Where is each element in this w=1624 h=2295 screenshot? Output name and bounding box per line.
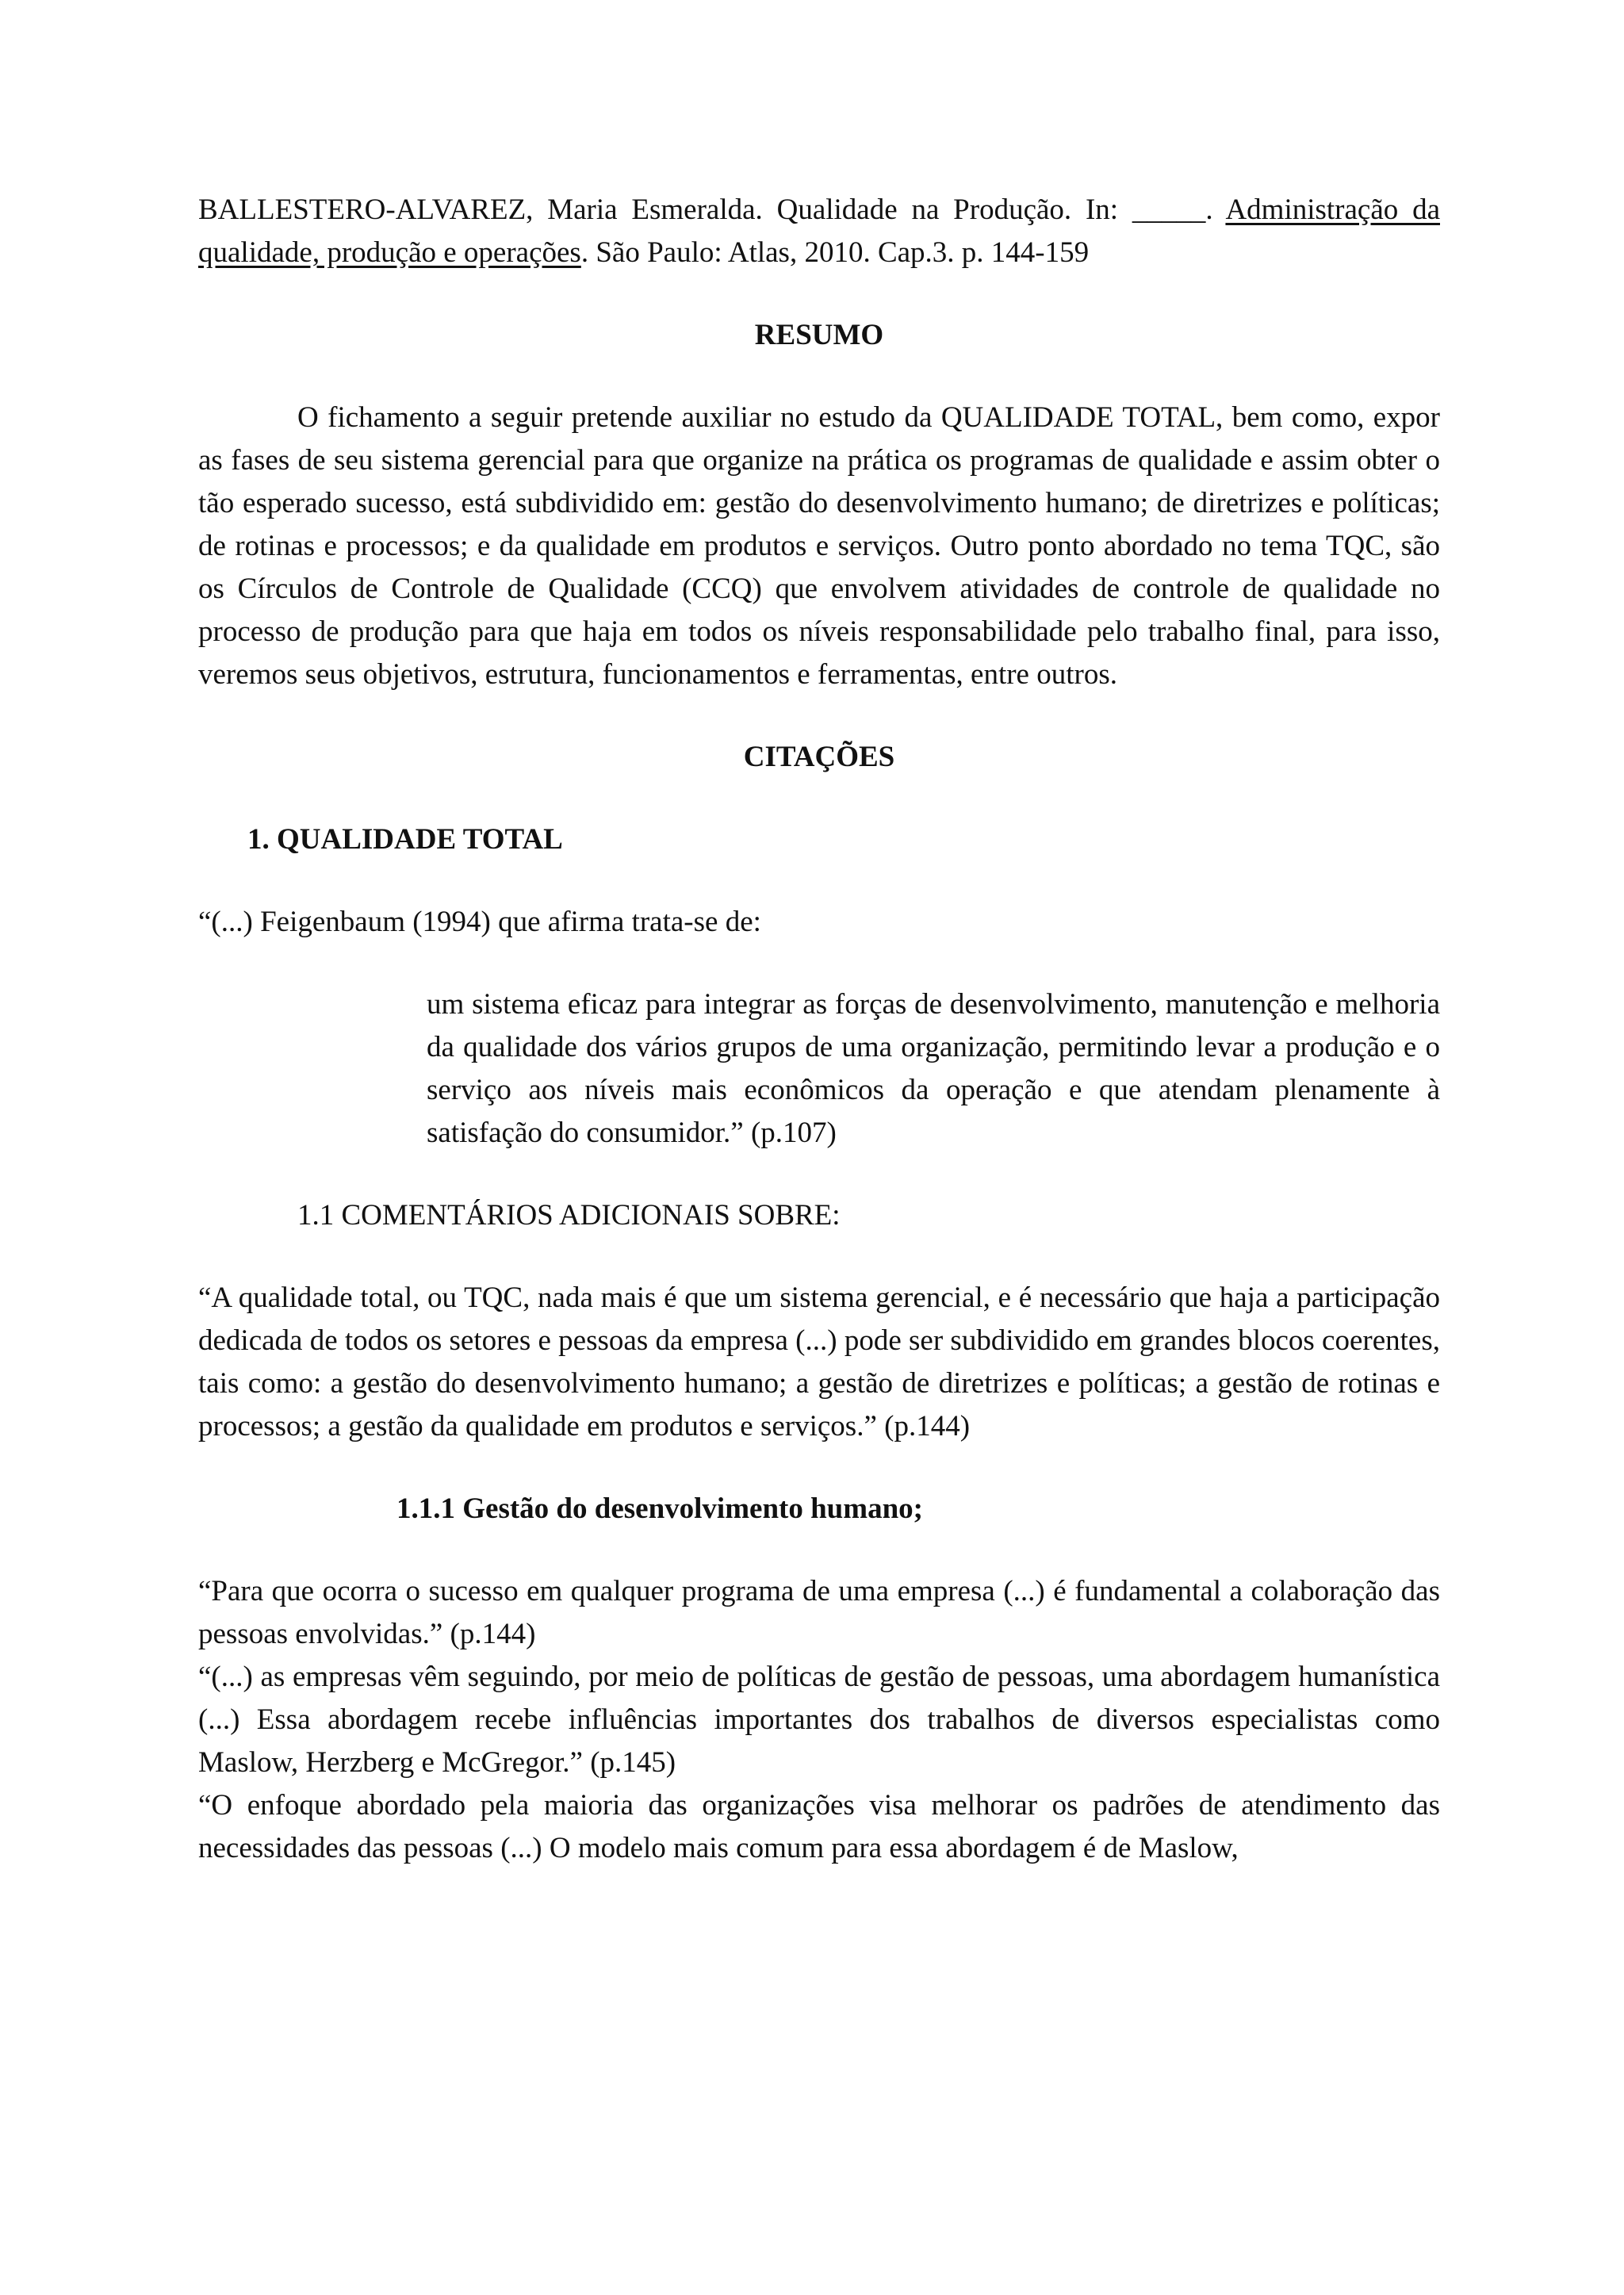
citacoes-heading: CITAÇÕES: [743, 741, 895, 773]
block-quote: um sistema eficaz para integrar as forças de desenvolvimento, manutenção e melhoria da qualidade dos vários grupos de uma organização, permitindo levar a produção e o serviço aos níveis mais econômicos da operação e que atendam plenamente à satisfação do consumidor.” (p.107): [427, 988, 1440, 1149]
resumo-heading: RESUMO: [754, 319, 884, 351]
document-page: [198, 189, 1440, 1870]
quote-paragraph: “(...) as empresas vêm seguindo, por meio de políticas de gestão de pessoas, uma abordagem humanística (...) Essa abordagem recebe influências importantes dos trabalhos de diversos especialistas como Maslow, Herzberg e McGregor.” (p.145): [198, 1661, 1440, 1779]
resumo-paragraph: O fichamento a seguir pretende auxiliar no estudo da QUALIDADE TOTAL, bem como, expor as fases de seu sistema gerencial para que organize na prática os programas de qualidade e assim obter o tão esperado sucesso, está subdividido em: gestão do desenvolvimento humano; de diretrizes e políticas; de rotinas e processos; e da qualidade em produtos e serviços. Outro ponto abordado no tema TQC, são os Círculos de Controle de Qualidade (CCQ) que envolvem atividades de controle de qualidade no processo de produção para que haja em todos os níveis responsabilidade pelo trabalho final, para isso, veremos seus objetivos, estrutura, funcionamentos e ferramentas, entre outros.: [198, 401, 1440, 691]
section-1-title: 1. QUALIDADE TOTAL: [247, 823, 563, 856]
bibliographic-reference: [198, 189, 1440, 274]
quote-paragraph: “Para que ocorra o sucesso em qualquer programa de uma empresa (...) é fundamental a colaboração das pessoas envolvidas.” (p.144): [198, 1575, 1440, 1650]
reference-author: BALLESTERO-ALVAREZ, Maria Esmeralda. Qualidade na Produção. In: _____.: [198, 193, 1213, 226]
section-1-intro: “(...) Feigenbaum (1994) que afirma trata-se de:: [198, 906, 761, 938]
section-1-1-1-title: 1.1.1 Gestão do desenvolvimento humano;: [396, 1492, 923, 1525]
reference-book-title: Administração da qualidade, produção e operações: [198, 193, 1440, 269]
reference-publication: . São Paulo: Atlas, 2010. Cap.3. p. 144-159: [580, 236, 1090, 269]
section-1-1-title: 1.1 COMENTÁRIOS ADICIONAIS SOBRE:: [297, 1199, 841, 1232]
section-1-1-paragraph: “A qualidade total, ou TQC, nada mais é que um sistema gerencial, e é necessário que haja a participação dedicada de todos os setores e pessoas da empresa (...) pode ser subdividido em grandes blocos coerentes, tais como: a gestão do desenvolvimento humano; a gestão de diretrizes e políticas; a gestão de rotinas e processos; a gestão da qualidade em produtos e serviços.” (p.144): [198, 1282, 1440, 1443]
quote-paragraph: “O enfoque abordado pela maioria das organizações visa melhorar os padrões de atendimento das necessidades das pessoas (...) O modelo mais comum para essa abordagem é de Maslow,: [198, 1789, 1440, 1864]
